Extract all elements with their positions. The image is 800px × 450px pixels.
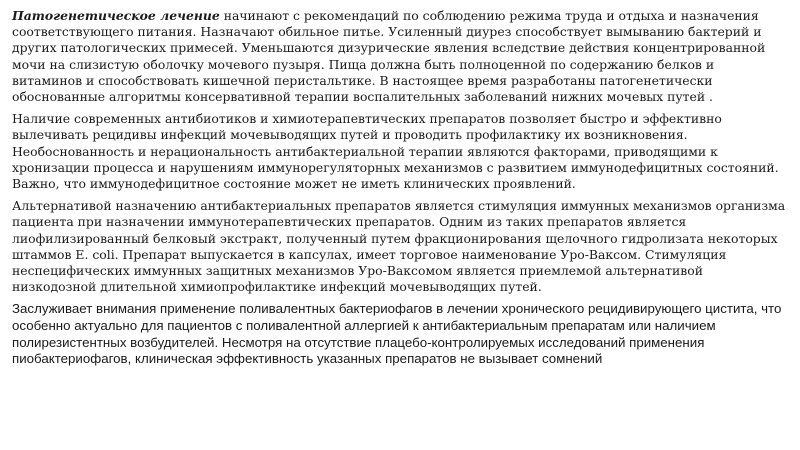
paragraph-body-text: начинают с рекомендаций по соблюдению режима труда и отдыха и назначения соответствующего питания. Назначают обильное питье. Усиленный диурез способствует вымыванию бактерий и других патологических примесей. Уменьшаются дизурические явления вследствие действия концентрированной мочи на слизистую оболочку мочевого пузыря. Пища должна быть полноценной по содержанию белков и витаминов и способствовать кишечной перистальтике. В настоящее время разработаны патогенетически обоснованные алгоритмы консервативной терапии воспалительных заболеваний нижних мочевых путей .: [12, 8, 766, 105]
paragraph-bacteriophages: Заслуживает внимания применение поливалентных бактериофагов в лечении хронического рецидивирующего цистита, что особенно актуально для пациентов с поливалентной аллергией к антибактериальным препаратам или наличием полирезистентных возбудителей. Несмотря на отсутствие плацебо-контролируемых исследований применения пиобактериофагов, клиническая эффективность указанных препаратов не вызывает сомнений: [12, 301, 782, 367]
paragraph-immunotherapy: Альтернативой назначению антибактериальных препаратов является стимуляция иммунных механизмов организма пациента при назначении иммунотерапевтических препаратов. Одним из таких препаратов является лиофилизированный белковый экстракт, полученный путем фракционирования щелочного гидролизата некоторых штаммов E. coli. Препарат выпускается в капсулах, имеет торговое наименование Уро-Ваксом. Стимуляция неспецифических иммунных защитных механизмов Уро-Ваксомом является приемлемой альтернативой низкодозной длительной химиопрофилактике инфекций мочевыводящих путей.: [12, 198, 786, 295]
paragraph-pathogenetic-treatment: [12, 8, 788, 105]
paragraph-antibiotics: Наличие современных антибиотиков и химиотерапевтических препаратов позволяет быстро и эффективно вылечивать рецидивы инфекций мочевыводящих путей и проводить профилактику их возникновения. Необоснованность и нерациональность антибактериальной терапии являются факторами, приводящими к хронизации процесса и нарушениям иммунорегуляторных механизмов с развитием иммунодефицитных состояний. Важно, что иммунодефицитное состояние может не иметь клинических проявлений.: [12, 111, 779, 192]
document-page: [12, 8, 788, 374]
paragraph-lead-term: Патогенетическое лечение: [12, 8, 220, 23]
